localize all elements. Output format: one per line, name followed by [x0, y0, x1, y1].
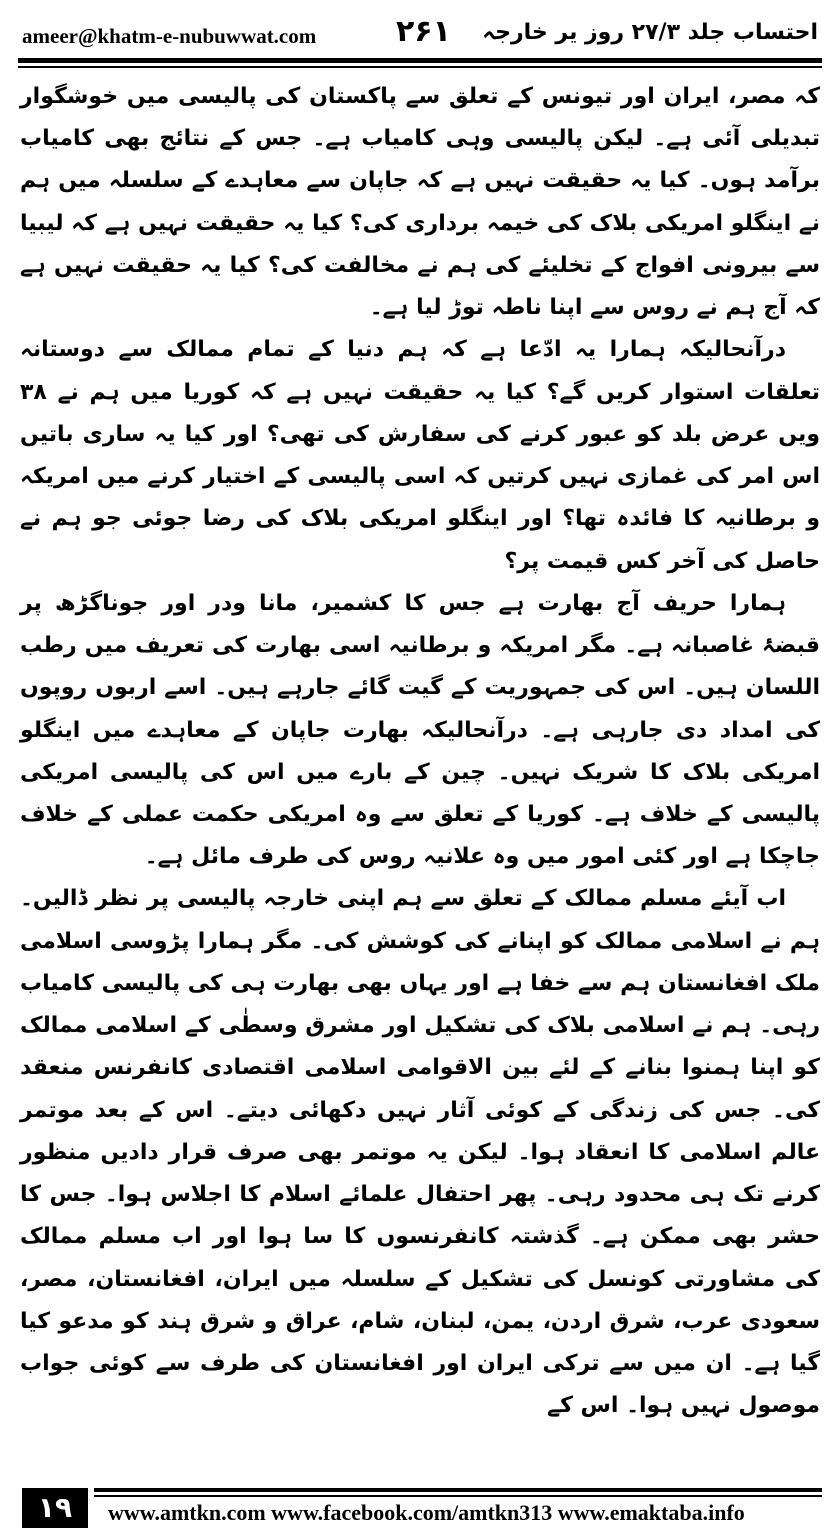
header-email: ameer@khatm-e-nubuwwat.com	[22, 24, 317, 48]
paragraph-1: کہ مصر، ایران اور تیونس کے تعلق سے پاکستان کی پالیسی میں خوشگوار تبدیلی آئی ہے۔ لیکن پالیسی وہی کامیاب ہے۔ جس کے نتائج بھی کامیاب برآمد ہوں۔ کیا یہ حقیقت نہیں ہے کہ جاپان سے معاہدے کے سلسلہ میں ہم نے اینگلو امریکی بلاک کی خیمہ برداری کی؟ کیا یہ حقیقت نہیں ہے کہ لیبیا سے بیرونی افواج کے تخلیئے کی ہم نے مخالفت کی؟ کیا یہ حقیقت نہیں ہے کہ آج ہم نے روس سے اپنا ناطہ توڑ لیا ہے۔	[20, 84, 820, 321]
paragraph-2: درآنحالیکہ ہمارا یہ ادّعا ہے کہ ہم دنیا کے تمام ممالک سے دوستانہ تعلقات استوار کریں گے؟ کیا یہ حقیقت نہیں ہے کہ کوریا میں ہم نے ۳۸ ویں عرض بلد کو عبور کرنے کی سفارش کی تھی؟ اور کیا یہ ساری باتیں اس امر کی غمازی نہیں کرتیں کہ اسی پالیسی کے اختیار کرنے میں امریکہ و برطانیہ کا فائدہ تھا؟ اور اینگلو امریکی بلاک کی رضا جوئی جو ہم نے حاصل کی آخر کس قیمت پر؟	[20, 337, 820, 574]
paragraph-3: ہمارا حریف آج بھارت ہے جس کا کشمیر، مانا ودر اور جوناگڑھ پر قبضۂ غاصبانہ ہے۔ مگر امریکہ و برطانیہ اسی بھارت کی تعریف میں رطب اللسان ہیں۔ اس کی جمہوریت کے گیت گائے جارہے ہیں۔ اسے اربوں روپوں کی امداد دی جارہی ہے۔ درآنحالیکہ بھارت جاپان کے معاہدے میں اینگلو امریکی بلاک کا شریک نہیں۔ چین کے بارے میں اس کی پالیسی امریکی پالیسی کے خلاف ہے۔ کوریا کے تعلق سے وہ امریکی حکمت عملی کے خلاف جاچکا ہے اور کئی امور میں وہ علانیہ روس کی طرف مائل ہے۔	[20, 590, 820, 870]
footer-websites: www.amtkn.com www.facebook.com/amtkn313 www.emaktaba.info	[108, 1500, 745, 1525]
folio-number: ۱۹	[22, 1488, 88, 1528]
page-header	[0, 0, 840, 68]
footer-rule-thin	[94, 1495, 822, 1497]
page-number: ۲۶۱	[396, 14, 451, 49]
paragraph-4: اب آیئے مسلم ممالک کے تعلق سے ہم اپنی خارجہ پالیسی پر نظر ڈالیں۔ ہم نے اسلامی ممالک کو اپنانے کی کوشش کی۔ مگر ہمارا پڑوسی اسلامی ملک افغانستان ہم سے خفا ہے اور یہاں بھی بھارت ہی کی پالیسی کامیاب رہی۔ ہم نے اسلامی بلاک کی تشکیل اور مشرق وسطٰی کے اسلامی ممالک کو اپنا ہمنوا بنانے کے لئے بین الاقوامی اسلامی اقتصادی کانفرنس منعقد کی۔ جس کی زندگی کے کوئی آثار نہیں دکھائی دیتے۔ اس کے بعد موتمر عالم اسلامی کا انعقاد ہوا۔ لیکن یہ موتمر بھی صرف قرار دادیں منظور کرنے تک ہی محدود رہی۔ پھر احتفال علمائے اسلام کا اجلاس ہوا۔ جس کا حشر بھی ممکن ہے۔ گذشتہ کانفرنسوں کا سا ہوا اور اب مسلم ممالک کی مشاورتی کونسل کی تشکیل کے سلسلہ میں ایران، افغانستان، مصر، سعودی عرب، شرق اردن، یمن، لبنان، شام، عراق و شرق ہند کو مدعو کیا گیا ہے۔ ان میں سے ترکی ایران اور افغانستان کی طرف سے کوئی جواب موصول نہیں ہوا۔ اس کے	[20, 886, 820, 1419]
page-footer	[0, 1478, 840, 1540]
footer-rule-thick	[94, 1488, 822, 1492]
body-text	[20, 76, 820, 1428]
book-title: احتساب جلد ۲۷/۳ روز یر خارجہ	[482, 20, 818, 45]
header-rule-thick	[18, 58, 822, 63]
header-rule-thin	[18, 66, 822, 68]
